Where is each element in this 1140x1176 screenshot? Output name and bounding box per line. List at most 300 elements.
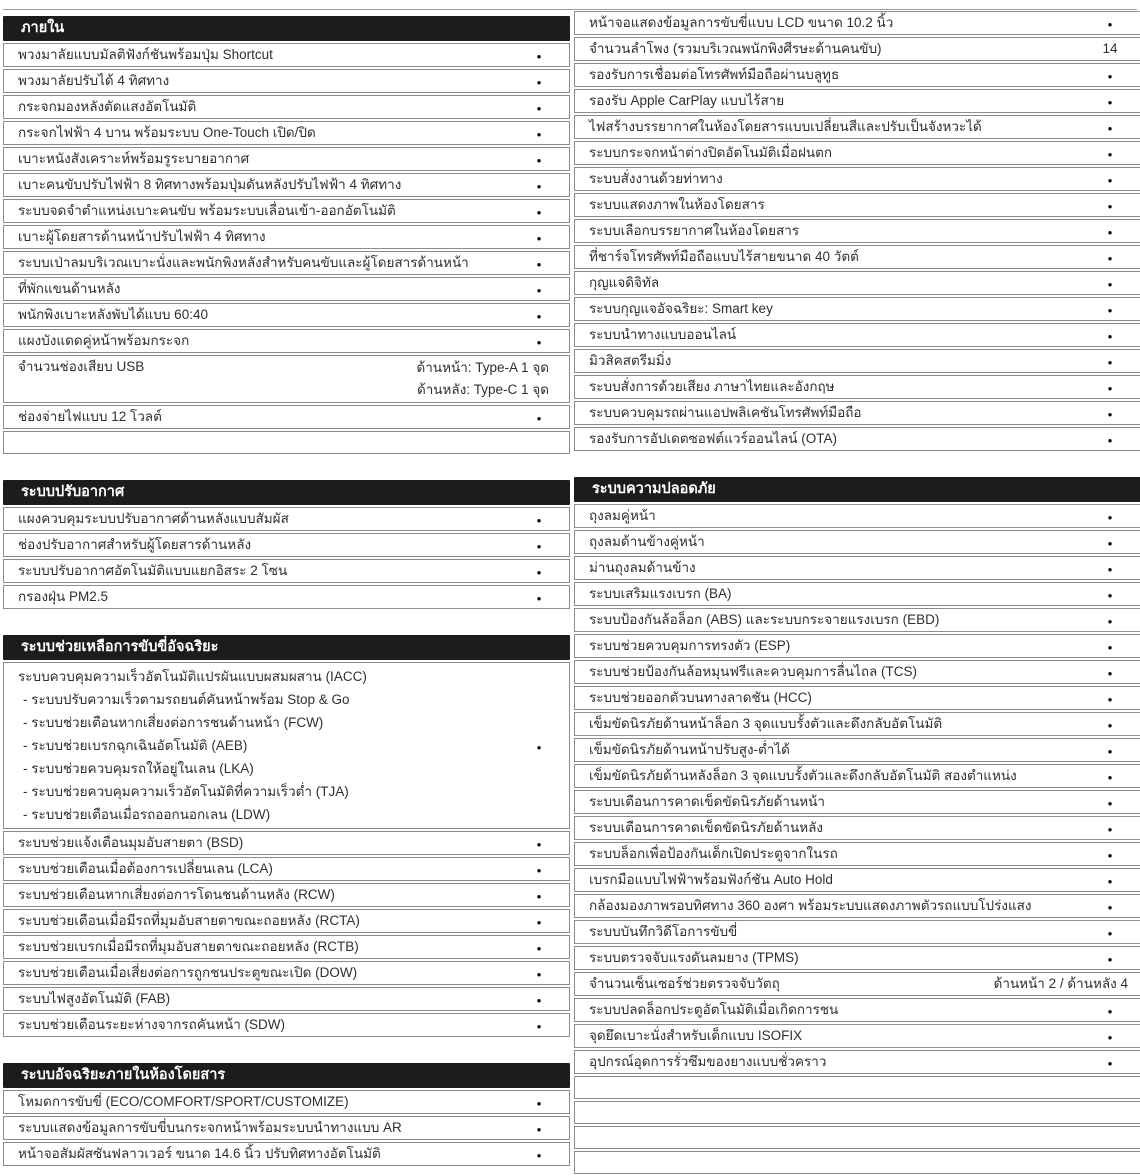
spec-row xyxy=(3,1013,570,1037)
spec-section xyxy=(3,480,570,609)
included-dot: ● xyxy=(536,742,542,752)
feature-label: รองรับการเชื่อมต่อโทรศัพท์มือถือผ่านบลูทูธ xyxy=(589,67,840,82)
value-cell xyxy=(1080,13,1140,33)
spec-row xyxy=(574,375,1140,399)
empty-row xyxy=(3,431,570,454)
included-dot: ● xyxy=(536,286,542,295)
feature-group xyxy=(18,663,509,828)
spec-row xyxy=(574,271,1140,295)
feature-label: ม่านถุงลมด้านข้าง xyxy=(589,560,696,575)
value-cell xyxy=(1080,91,1140,111)
value-cell xyxy=(509,1118,569,1138)
value-cell xyxy=(509,97,569,117)
included-dot: ● xyxy=(536,414,542,423)
feature-label: ถุงลมด้านข้างคู่หน้า xyxy=(589,534,705,549)
value-cell xyxy=(1080,714,1140,734)
feature-label: อุปกรณ์อุดการรั่วซึมของยางแบบชั่วคราว xyxy=(589,1054,827,1069)
spec-row xyxy=(574,401,1140,425)
spec-row xyxy=(574,63,1140,87)
spec-row xyxy=(574,245,1140,269)
feature-sub-item: - ระบบช่วยเตือนหากเสี่ยงต่อการชนด้านหน้า (FCW) xyxy=(23,715,324,730)
spec-section xyxy=(574,477,1140,1174)
feature-label: โหมดการขับขี่ (ECO/COMFORT/SPORT/CUSTOMIZE) xyxy=(18,1094,349,1109)
spec-row xyxy=(3,405,570,429)
feature-label: ระบบควบคุมรถผ่านแอปพลิเคชันโทรศัพท์มือถือ xyxy=(589,405,862,420)
included-dot: ● xyxy=(1107,98,1113,107)
included-dot: ● xyxy=(536,866,542,875)
included-dot: ● xyxy=(536,1022,542,1031)
spec-row xyxy=(3,173,570,197)
feature-sub-item: - ระบบช่วยเบรกฉุกเฉินอัตโนมัติ (AEB) xyxy=(23,738,248,753)
value-text: ด้านหน้า 2 / ด้านหลัง 4 xyxy=(993,976,1128,991)
spec-row xyxy=(574,608,1140,632)
feature-label: ระบบบันทึกวิดีโอการขับขี่ xyxy=(589,924,738,939)
value-cell xyxy=(1080,948,1140,968)
feature-label: ระบบช่วยเตือนหากเสี่ยงต่อการโดนชนด้านหลัง (RCW) xyxy=(18,887,335,902)
spec-row xyxy=(574,37,1140,61)
feature-label: ระบบช่วยเบรกเมื่อมีรถที่มุมอับสายตาขณะถอยหลัง (RCTB) xyxy=(18,939,359,954)
left-column xyxy=(3,10,570,1176)
value-cell xyxy=(509,305,569,325)
value-cell xyxy=(1080,922,1140,942)
spec-row xyxy=(574,1024,1140,1048)
value-cell xyxy=(509,407,569,427)
included-dot: ● xyxy=(1107,176,1113,185)
spec-row xyxy=(574,946,1140,970)
included-dot: ● xyxy=(536,840,542,849)
included-dot: ● xyxy=(1107,955,1113,964)
feature-label: มิวสิคสตรีมมิ่ง xyxy=(589,353,672,368)
value-cell xyxy=(509,911,569,931)
feature-label: ระบบสั่งงานด้วยท่าทาง xyxy=(589,171,723,186)
included-dot: ● xyxy=(1107,565,1113,574)
spec-row xyxy=(3,987,570,1011)
value-lines xyxy=(417,356,570,402)
spec-row xyxy=(574,193,1140,217)
feature-label: ระบบป้องกันล้อล็อก (ABS) และระบบกระจายแรงเบรก (EBD) xyxy=(589,612,940,627)
included-dot: ● xyxy=(536,234,542,243)
included-dot: ● xyxy=(1107,851,1113,860)
included-dot: ● xyxy=(1107,877,1113,886)
included-dot: ● xyxy=(1107,72,1113,81)
spec-row xyxy=(3,585,570,609)
spec-row xyxy=(574,972,1140,996)
feature-sub-item: - ระบบปรับความเร็วตามรถยนต์คันหน้าพร้อม Stop & Go xyxy=(23,692,350,707)
value-cell xyxy=(1080,403,1140,423)
section-header: ระบบช่วยเหลือการขับขี่อัจฉริยะ xyxy=(3,635,570,660)
spec-row xyxy=(3,662,570,829)
value-cell xyxy=(509,149,569,169)
value-cell xyxy=(509,201,569,221)
included-dot: ● xyxy=(536,312,542,321)
spec-row xyxy=(574,790,1140,814)
value-line: ด้านหลัง: Type-C 1 จุด xyxy=(416,382,549,397)
spec-row xyxy=(3,507,570,531)
included-dot: ● xyxy=(536,594,542,603)
included-dot: ● xyxy=(536,78,542,87)
spec-row xyxy=(574,868,1140,892)
spec-row xyxy=(3,329,570,353)
spec-row xyxy=(3,147,570,171)
feature-label: เบรกมือแบบไฟฟ้าพร้อมฟังก์ชัน Auto Hold xyxy=(589,872,833,887)
feature-label: ระบบปรับอากาศอัตโนมัติแบบแยกอิสระ 2 โซน xyxy=(18,563,288,578)
spec-row xyxy=(574,11,1140,35)
value-cell xyxy=(509,963,569,983)
included-dot: ● xyxy=(1107,20,1113,29)
spec-row xyxy=(574,738,1140,762)
feature-label: พนักพิงเบาะหลังพับได้แบบ 60:40 xyxy=(18,307,208,322)
value-cell xyxy=(1080,351,1140,371)
spec-row xyxy=(3,1090,570,1114)
feature-label: แผงบังแดดคู่หน้าพร้อมกระจก xyxy=(18,333,190,348)
feature-label: ระบบเตือนการคาดเข็ดขัดนิรภัยด้านหลัง xyxy=(589,820,823,835)
spec-table xyxy=(3,9,1137,1176)
feature-label: ระบบเป่าลมบริเวณเบาะนั่งและพนักพิงหลังสำหรับคนขับและผู้โดยสารด้านหน้า xyxy=(18,255,469,270)
included-dot: ● xyxy=(536,260,542,269)
included-dot: ● xyxy=(1107,384,1113,393)
feature-label: จุดยึดเบาะนั่งสำหรับเด็กแบบ ISOFIX xyxy=(589,1028,803,1043)
spec-row xyxy=(3,251,570,275)
value-cell xyxy=(1080,299,1140,319)
spec-row xyxy=(3,121,570,145)
feature-label: ระบบช่วยป้องกันล้อหมุนฟรีและควบคุมการลื่นไถล (TCS) xyxy=(589,664,918,679)
included-dot: ● xyxy=(1107,773,1113,782)
feature-label: จำนวนลำโพง (รวมบริเวณพนักพิงศีรษะด้านคนขับ) xyxy=(589,41,882,56)
feature-label: เข็มขัดนิรภัยด้านหลังล็อก 3 จุดแบบรั้งตัวและดึงกลับอัตโนมัติ สองตำแหน่ง xyxy=(589,768,1017,783)
spec-section xyxy=(3,16,570,454)
included-dot: ● xyxy=(1107,669,1113,678)
value-cell xyxy=(509,175,569,195)
spec-row xyxy=(574,842,1140,866)
value-cell xyxy=(1080,273,1140,293)
included-dot: ● xyxy=(536,568,542,577)
value-cell xyxy=(509,1015,569,1035)
spec-row xyxy=(3,831,570,855)
spec-row xyxy=(574,920,1140,944)
value-cell xyxy=(1080,1052,1140,1072)
included-dot: ● xyxy=(1107,721,1113,730)
value-cell xyxy=(1080,766,1140,786)
feature-label: เข็มขัดนิรภัยด้านหน้าปรับสูง-ต่ำได้ xyxy=(589,742,790,757)
value-cell xyxy=(509,331,569,351)
spec-row xyxy=(3,857,570,881)
spec-row xyxy=(3,909,570,933)
spec-row xyxy=(574,297,1140,321)
feature-label: ที่พักแขนด้านหลัง xyxy=(18,281,121,296)
feature-label: ถุงลมคู่หน้า xyxy=(589,508,656,523)
feature-label: พวงมาลัยแบบมัลติฟังก์ชันพร้อมปุ่ม Shortcut xyxy=(18,47,273,62)
value-cell xyxy=(1080,377,1140,397)
value-cell xyxy=(509,227,569,247)
value-cell xyxy=(509,279,569,299)
feature-label: หน้าจอแสดงข้อมูลการขับขี่แบบ LCD ขนาด 10.2 นิ้ว xyxy=(589,15,894,30)
spec-row xyxy=(574,764,1140,788)
value-cell xyxy=(509,587,569,607)
feature-label: ระบบช่วยเตือนระยะห่างจากรถคันหน้า (SDW) xyxy=(18,1017,286,1032)
feature-label: เบาะคนขับปรับไฟฟ้า 8 ทิศทางพร้อมปุ่มดันหลังปรับไฟฟ้า 4 ทิศทาง xyxy=(18,177,402,192)
value-cell xyxy=(1080,221,1140,241)
included-dot: ● xyxy=(1107,228,1113,237)
spec-row xyxy=(574,660,1140,684)
feature-label: ระบบช่วยออกตัวบนทางลาดชัน (HCC) xyxy=(589,690,812,705)
included-dot: ● xyxy=(1107,591,1113,600)
feature-label: ระบบเสริมแรงเบรก (BA) xyxy=(589,586,732,601)
value-cell xyxy=(509,989,569,1009)
feature-label: ระบบช่วยเตือนเมื่อเสี่ยงต่อการถูกชนประตูขณะเปิด (DOW) xyxy=(18,965,358,980)
spec-row xyxy=(3,1142,570,1166)
included-dot: ● xyxy=(1107,358,1113,367)
feature-label: ระบบล็อกเพื่อป้องกันเด็กเปิดประตูจากในรถ xyxy=(589,846,838,861)
feature-sub-item: - ระบบช่วยควบคุมรถให้อยู่ในเลน (LKA) xyxy=(23,761,254,776)
included-dot: ● xyxy=(536,156,542,165)
feature-label: ระบบปลดล็อกประตูอัตโนมัติเมื่อเกิดการชน xyxy=(589,1002,839,1017)
included-dot: ● xyxy=(1107,539,1113,548)
feature-label: ระบบช่วยเตือนเมื่อมีรถที่มุมอับสายตาขณะถอยหลัง (RCTA) xyxy=(18,913,360,928)
value-cell xyxy=(1080,429,1140,449)
value-cell xyxy=(1080,584,1140,604)
included-dot: ● xyxy=(536,1125,542,1134)
feature-label: เบาะผู้โดยสารด้านหน้าปรับไฟฟ้า 4 ทิศทาง xyxy=(18,229,266,244)
value-cell xyxy=(1080,844,1140,864)
feature-label: เข็มขัดนิรภัยด้านหน้าล็อก 3 จุดแบบรั้งตัวและดึงกลับอัตโนมัติ xyxy=(589,716,943,731)
value-cell xyxy=(1080,506,1140,526)
included-dot: ● xyxy=(1107,150,1113,159)
feature-label: ช่องจ่ายไฟแบบ 12 โวลต์ xyxy=(18,409,162,424)
feature-label: ช่องปรับอากาศสำหรับผู้โดยสารด้านหลัง xyxy=(18,537,252,552)
value-cell xyxy=(509,535,569,555)
feature-label: ระบบกุญแจอัจฉริยะ: Smart key xyxy=(589,301,773,316)
value-cell xyxy=(509,1144,569,1164)
value-cell xyxy=(1080,143,1140,163)
spec-row xyxy=(574,712,1140,736)
included-dot: ● xyxy=(1107,747,1113,756)
included-dot: ● xyxy=(536,182,542,191)
feature-label: จำนวนเซ็นเซอร์ช่วยตรวจจับวัตถุ xyxy=(589,976,780,991)
empty-row xyxy=(574,1101,1140,1124)
included-dot: ● xyxy=(1107,643,1113,652)
empty-row xyxy=(574,1076,1140,1099)
spec-row xyxy=(574,323,1140,347)
section-header: ระบบอัจฉริยะภายในห้องโดยสาร xyxy=(3,1063,570,1088)
feature-label: ระบบตรวจจับแรงดันลมยาง (TPMS) xyxy=(589,950,799,965)
feature-label: ระบบช่วยควบคุมการทรงตัว (ESP) xyxy=(589,638,791,653)
value-cell xyxy=(509,561,569,581)
feature-label: พวงมาลัยปรับได้ 4 ทิศทาง xyxy=(18,73,170,88)
value-cell xyxy=(1080,636,1140,656)
spec-row xyxy=(574,89,1140,113)
value-cell xyxy=(1080,1026,1140,1046)
spec-row xyxy=(574,634,1140,658)
included-dot: ● xyxy=(1107,1059,1113,1068)
spec-row xyxy=(574,141,1140,165)
value-cell xyxy=(1080,896,1140,916)
value-cell xyxy=(1080,325,1140,345)
section-header: ภายใน xyxy=(3,16,570,41)
spec-row xyxy=(3,277,570,301)
spec-row xyxy=(574,556,1140,580)
feature-label: ระบบควบคุมความเร็วอัตโนมัติแปรผันแบบผสมผสาน (IACC) xyxy=(18,669,367,684)
included-dot: ● xyxy=(1107,695,1113,704)
included-dot: ● xyxy=(536,1099,542,1108)
included-dot: ● xyxy=(536,516,542,525)
included-dot: ● xyxy=(1107,254,1113,263)
spec-row xyxy=(574,427,1140,451)
spec-row xyxy=(574,530,1140,554)
value-text: 14 xyxy=(1102,41,1118,56)
included-dot: ● xyxy=(1107,306,1113,315)
included-dot: ● xyxy=(1107,929,1113,938)
feature-label: ระบบแสดงภาพในห้องโดยสาร xyxy=(589,197,765,212)
feature-label: รองรับการอัปเดตซอฟต์แวร์ออนไลน์ (OTA) xyxy=(589,431,837,446)
feature-label: ระบบจดจำตำแหน่งเบาะคนขับ พร้อมระบบเลื่อนเข้า-ออกอัตโนมัติ xyxy=(18,203,396,218)
feature-sub-item: - ระบบช่วยเตือนเมื่อรถออกนอกเลน (LDW) xyxy=(23,807,271,822)
spec-row xyxy=(574,894,1140,918)
spec-section xyxy=(3,1063,570,1166)
value-cell xyxy=(1080,558,1140,578)
spec-row xyxy=(3,355,570,403)
value-cell xyxy=(509,253,569,273)
spec-row xyxy=(3,559,570,583)
feature-label: กรองฝุ่น PM2.5 xyxy=(18,589,109,604)
included-dot: ● xyxy=(536,944,542,953)
feature-label: ระบบแสดงข้อมูลการขับขี่บนกระจกหน้าพร้อมระบบนำทางแบบ AR xyxy=(18,1120,402,1135)
included-dot: ● xyxy=(536,104,542,113)
spec-row xyxy=(574,998,1140,1022)
value-cell xyxy=(509,736,569,756)
value-cell xyxy=(1080,247,1140,267)
included-dot: ● xyxy=(536,208,542,217)
feature-label: หน้าจอสัมผัสซันฟลาวเวอร์ ขนาด 14.6 นิ้ว ปรับทิศทางอัตโนมัติ xyxy=(18,1146,381,1161)
value-line: ด้านหน้า: Type-A 1 จุด xyxy=(416,360,549,375)
feature-label: ระบบนำทางแบบออนไลน์ xyxy=(589,327,737,342)
spec-row xyxy=(3,935,570,959)
value-cell xyxy=(509,71,569,91)
value-cell xyxy=(509,885,569,905)
section-header: ระบบปรับอากาศ xyxy=(3,480,570,505)
included-dot: ● xyxy=(536,918,542,927)
value-cell xyxy=(509,1092,569,1112)
feature-label: ระบบไฟสูงอัตโนมัติ (FAB) xyxy=(18,991,171,1006)
value-cell xyxy=(1080,740,1140,760)
spec-row xyxy=(3,43,570,67)
feature-label: ไฟสร้างบรรยากาศในห้องโดยสารแบบเปลี่ยนสีและปรับเป็นจังหวะได้ xyxy=(589,119,982,134)
value-cell xyxy=(1080,532,1140,552)
value-cell xyxy=(509,859,569,879)
spec-row xyxy=(3,961,570,985)
value-cell xyxy=(509,509,569,529)
value-cell xyxy=(509,123,569,143)
spec-row xyxy=(574,349,1140,373)
feature-label: กุญแจดิจิทัล xyxy=(589,275,660,290)
value-cell xyxy=(1080,818,1140,838)
feature-sub-item: - ระบบช่วยควบคุมความเร็วอัตโนมัติที่ความเร็วต่ำ (TJA) xyxy=(23,784,349,799)
feature-label: ระบบกระจกหน้าต่างปิดอัตโนมัติเมื่อฝนตก xyxy=(589,145,833,160)
value-cell xyxy=(1080,65,1140,85)
value-cell xyxy=(1080,870,1140,890)
included-dot: ● xyxy=(1107,903,1113,912)
included-dot: ● xyxy=(536,1151,542,1160)
included-dot: ● xyxy=(1107,1007,1113,1016)
included-dot: ● xyxy=(1107,825,1113,834)
empty-row xyxy=(574,1151,1140,1174)
value-cell xyxy=(1080,195,1140,215)
feature-label: กระจกไฟฟ้า 4 บาน พร้อมระบบ One-Touch เปิด/ปิด xyxy=(18,125,316,140)
spec-row xyxy=(574,816,1140,840)
spec-row xyxy=(3,303,570,327)
included-dot: ● xyxy=(536,996,542,1005)
feature-label: กล้องมองภาพรอบทิศทาง 360 องศา พร้อมระบบแสดงภาพตัวรถแบบโปร่งแสง xyxy=(589,898,1032,913)
included-dot: ● xyxy=(1107,436,1113,445)
feature-label: เบาะหนังสังเคราะห์พร้อมรูระบายอากาศ xyxy=(18,151,250,166)
value-cell xyxy=(509,937,569,957)
spec-row xyxy=(3,199,570,223)
included-dot: ● xyxy=(1107,1033,1113,1042)
included-dot: ● xyxy=(1107,617,1113,626)
feature-label: ที่ชาร์จโทรศัพท์มือถือแบบไร้สายขนาด 40 วัตต์ xyxy=(589,249,859,264)
feature-label: รองรับ Apple CarPlay แบบไร้สาย xyxy=(589,93,785,108)
included-dot: ● xyxy=(536,52,542,61)
empty-row xyxy=(574,1126,1140,1149)
value-cell xyxy=(1080,117,1140,137)
spec-row xyxy=(574,582,1140,606)
included-dot: ● xyxy=(1107,332,1113,341)
spec-row xyxy=(574,686,1140,710)
included-dot: ● xyxy=(1107,202,1113,211)
included-dot: ● xyxy=(536,892,542,901)
value-cell xyxy=(1080,169,1140,189)
feature-label: ระบบสั่งการด้วยเสียง ภาษาไทยและอังกฤษ xyxy=(589,379,835,394)
feature-label: ระบบช่วยแจ้งเตือนมุมอับสายตา (BSD) xyxy=(18,835,244,850)
spec-section xyxy=(574,11,1140,451)
value-cell xyxy=(509,45,569,65)
included-dot: ● xyxy=(536,130,542,139)
spec-row xyxy=(574,115,1140,139)
value-cell xyxy=(1080,662,1140,682)
included-dot: ● xyxy=(1107,124,1113,133)
feature-label: จำนวนช่องเสียบ USB xyxy=(18,359,145,374)
feature-label: ระบบเตือนการคาดเข็ดขัดนิรภัยด้านหน้า xyxy=(589,794,825,809)
spec-row xyxy=(3,533,570,557)
included-dot: ● xyxy=(536,542,542,551)
spec-section xyxy=(3,635,570,1037)
right-column xyxy=(574,10,1140,1176)
included-dot: ● xyxy=(1107,513,1113,522)
feature-label: แผงควบคุมระบบปรับอากาศด้านหลังแบบสัมผัส xyxy=(18,511,289,526)
spec-row xyxy=(3,225,570,249)
value-cell xyxy=(1080,610,1140,630)
value-cell xyxy=(1080,1000,1140,1020)
included-dot: ● xyxy=(1107,410,1113,419)
feature-label: ระบบช่วยเตือนเมื่อต้องการเปลี่ยนเลน (LCA) xyxy=(18,861,273,876)
value-cell xyxy=(509,833,569,853)
feature-label: ระบบเลือกบรรยากาศในห้องโดยสาร xyxy=(589,223,800,238)
spec-row xyxy=(574,219,1140,243)
spec-row xyxy=(3,1116,570,1140)
spec-row xyxy=(574,1050,1140,1074)
section-header: ระบบความปลอดภัย xyxy=(574,477,1140,502)
value-cell xyxy=(1080,688,1140,708)
spec-row xyxy=(3,69,570,93)
feature-label: กระจกมองหลังตัดแสงอัตโนมัติ xyxy=(18,99,197,114)
spec-row xyxy=(574,167,1140,191)
included-dot: ● xyxy=(536,338,542,347)
spec-row xyxy=(3,883,570,907)
value-cell xyxy=(1080,792,1140,812)
included-dot: ● xyxy=(1107,799,1113,808)
included-dot: ● xyxy=(536,970,542,979)
spec-row xyxy=(574,504,1140,528)
spec-row xyxy=(3,95,570,119)
